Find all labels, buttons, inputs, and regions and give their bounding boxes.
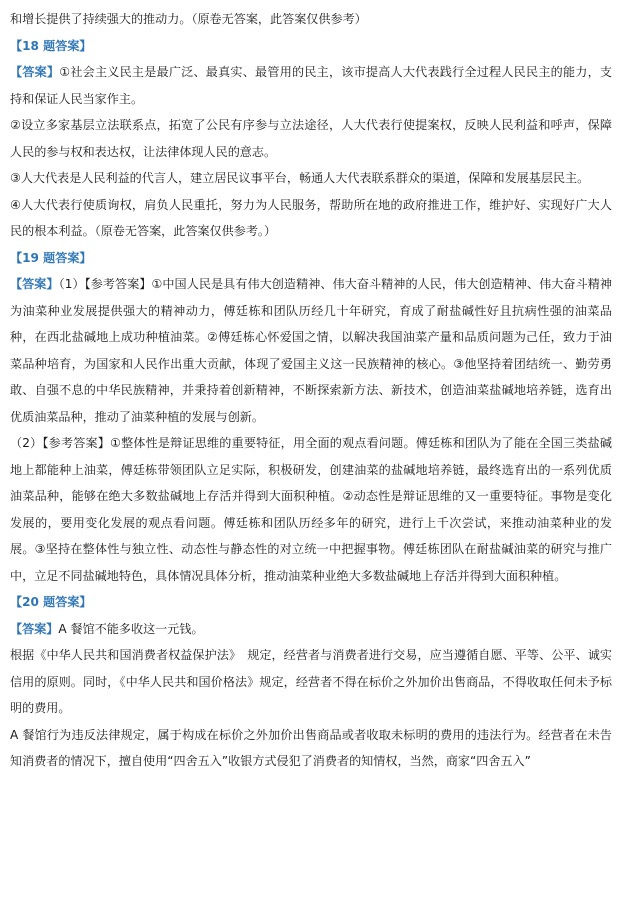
q18-answer-tag: 【答案】 (10, 65, 60, 79)
q18-paragraph-2: ②设立多家基层立法联系点，拓宽了公民有序参与立法途径，人大代表行使提案权，反映人民利益和呼声，保障人民的参与权和表达权，让法律体现人民的意志。 (10, 118, 612, 159)
q20-paragraph-3: A 餐馆行为违反法律规定，属于构成在标价之外加价出售商品或者收取未标明的费用的违法行为。经营者在未告知消费者的情况下，擅自使用“四舍五入”收银方式侵犯了消费者的知情权，当然，商家“四舍五入” (10, 727, 612, 768)
q18-paragraph-3: ③人大代表是人民利益的代言人，建立居民议事平台，畅通人大代表联系群众的渠道，保障和发展基层民主。 (10, 171, 590, 185)
q19-p1-text: （1）【参考答案】①中国人民是具有伟大创造精神、伟大奋斗精神的人民，伟大创造精神、伟大奋斗精神为油菜种业发展提供强大的精神动力，傅廷栋和团队历经几十年研究，育成了耐盐碱性好且抗病性强的油菜品种，在西北盐碱地上成功种植油菜。②傅廷栋心怀爱国之情，以解决我国油菜产量和品质问题为己任，致力于油菜品种培育，为国家和人民作出重大贡献，体现了爱国主义这一民族精神的核心。③他坚持着团结统一、勤劳勇敢、自强不息的中华民族精神，并秉持着创新精神，不断探索新方法、新技术，创造油菜盐碱地培养链，选育出优质油菜品种，推动了油菜种植的发展与创新。 (10, 277, 612, 424)
q19-paragraph-1 (10, 271, 612, 430)
lead-paragraph: 和增长提供了持续强大的推动力。（原卷无答案，此答案仅供参考） (10, 12, 367, 26)
q20-paragraph-1 (10, 616, 612, 643)
q20-heading: 【20 题答案】 (10, 595, 92, 609)
q18-paragraph-1 (10, 59, 612, 112)
q18-paragraph-4: ④人大代表行使质询权，肩负人民重托，努力为人民服务，帮助所在地的政府推进工作，维护好、实现好广大人民的根本利益。（原卷无答案，此答案仅供参考。） (10, 197, 612, 238)
q18-p1-text: ①社会主义民主是最广泛、最真实、最管用的民主，该市提高人大代表践行全过程人民民主的能力，支持和保证人民当家作主。 (10, 65, 612, 106)
q18-heading: 【18 题答案】 (10, 38, 92, 53)
q19-answer-tag: 【答案】 (10, 277, 59, 291)
q20-p1-text: A 餐馆不能多收这一元钱。 (58, 621, 204, 636)
q19-heading: 【19 题答案】 (10, 250, 92, 265)
q20-paragraph-2: 根据《中华人民共和国消费者权益保护法》 规定，经营者与消费者进行交易，应当遵循自愿、平等、公平、诚实信用的原则。同时，《中华人民共和国价格法》规定，经营者不得在标价之外加价出售商品，不得收取任何未予标明的费用。 (10, 648, 612, 715)
q19-paragraph-2: （2）【参考答案】①整体性是辩证思维的重要特征，用全面的观点看问题。傅廷栋和团队为了能在全国三类盐碱地上都能种上油菜，傅廷栋带领团队立足实际，积极研发，创建油菜的盐碱地培养链，最终选育出的一系列优质油菜品种，能够在绝大多数盐碱地上存活并得到大面积种植。②动态性是辩证思维的又一重要特征。事物是变化发展的，要用变化发展的观点看问题。傅廷栋和团队历经多年的研究，进行上千次尝试，来推动油菜种业的发展。③坚持在整体性与独立性、动态性与静态性的对立统一中把握事物。傅廷栋团队在耐盐碱油菜的研究与推广中，立足不同盐碱地特色，具体情况具体分析，推动油菜种业绝大多数盐碱地上存活并得到大面积种植。 (10, 436, 612, 583)
q20-answer-tag: 【答案】 (10, 621, 59, 636)
